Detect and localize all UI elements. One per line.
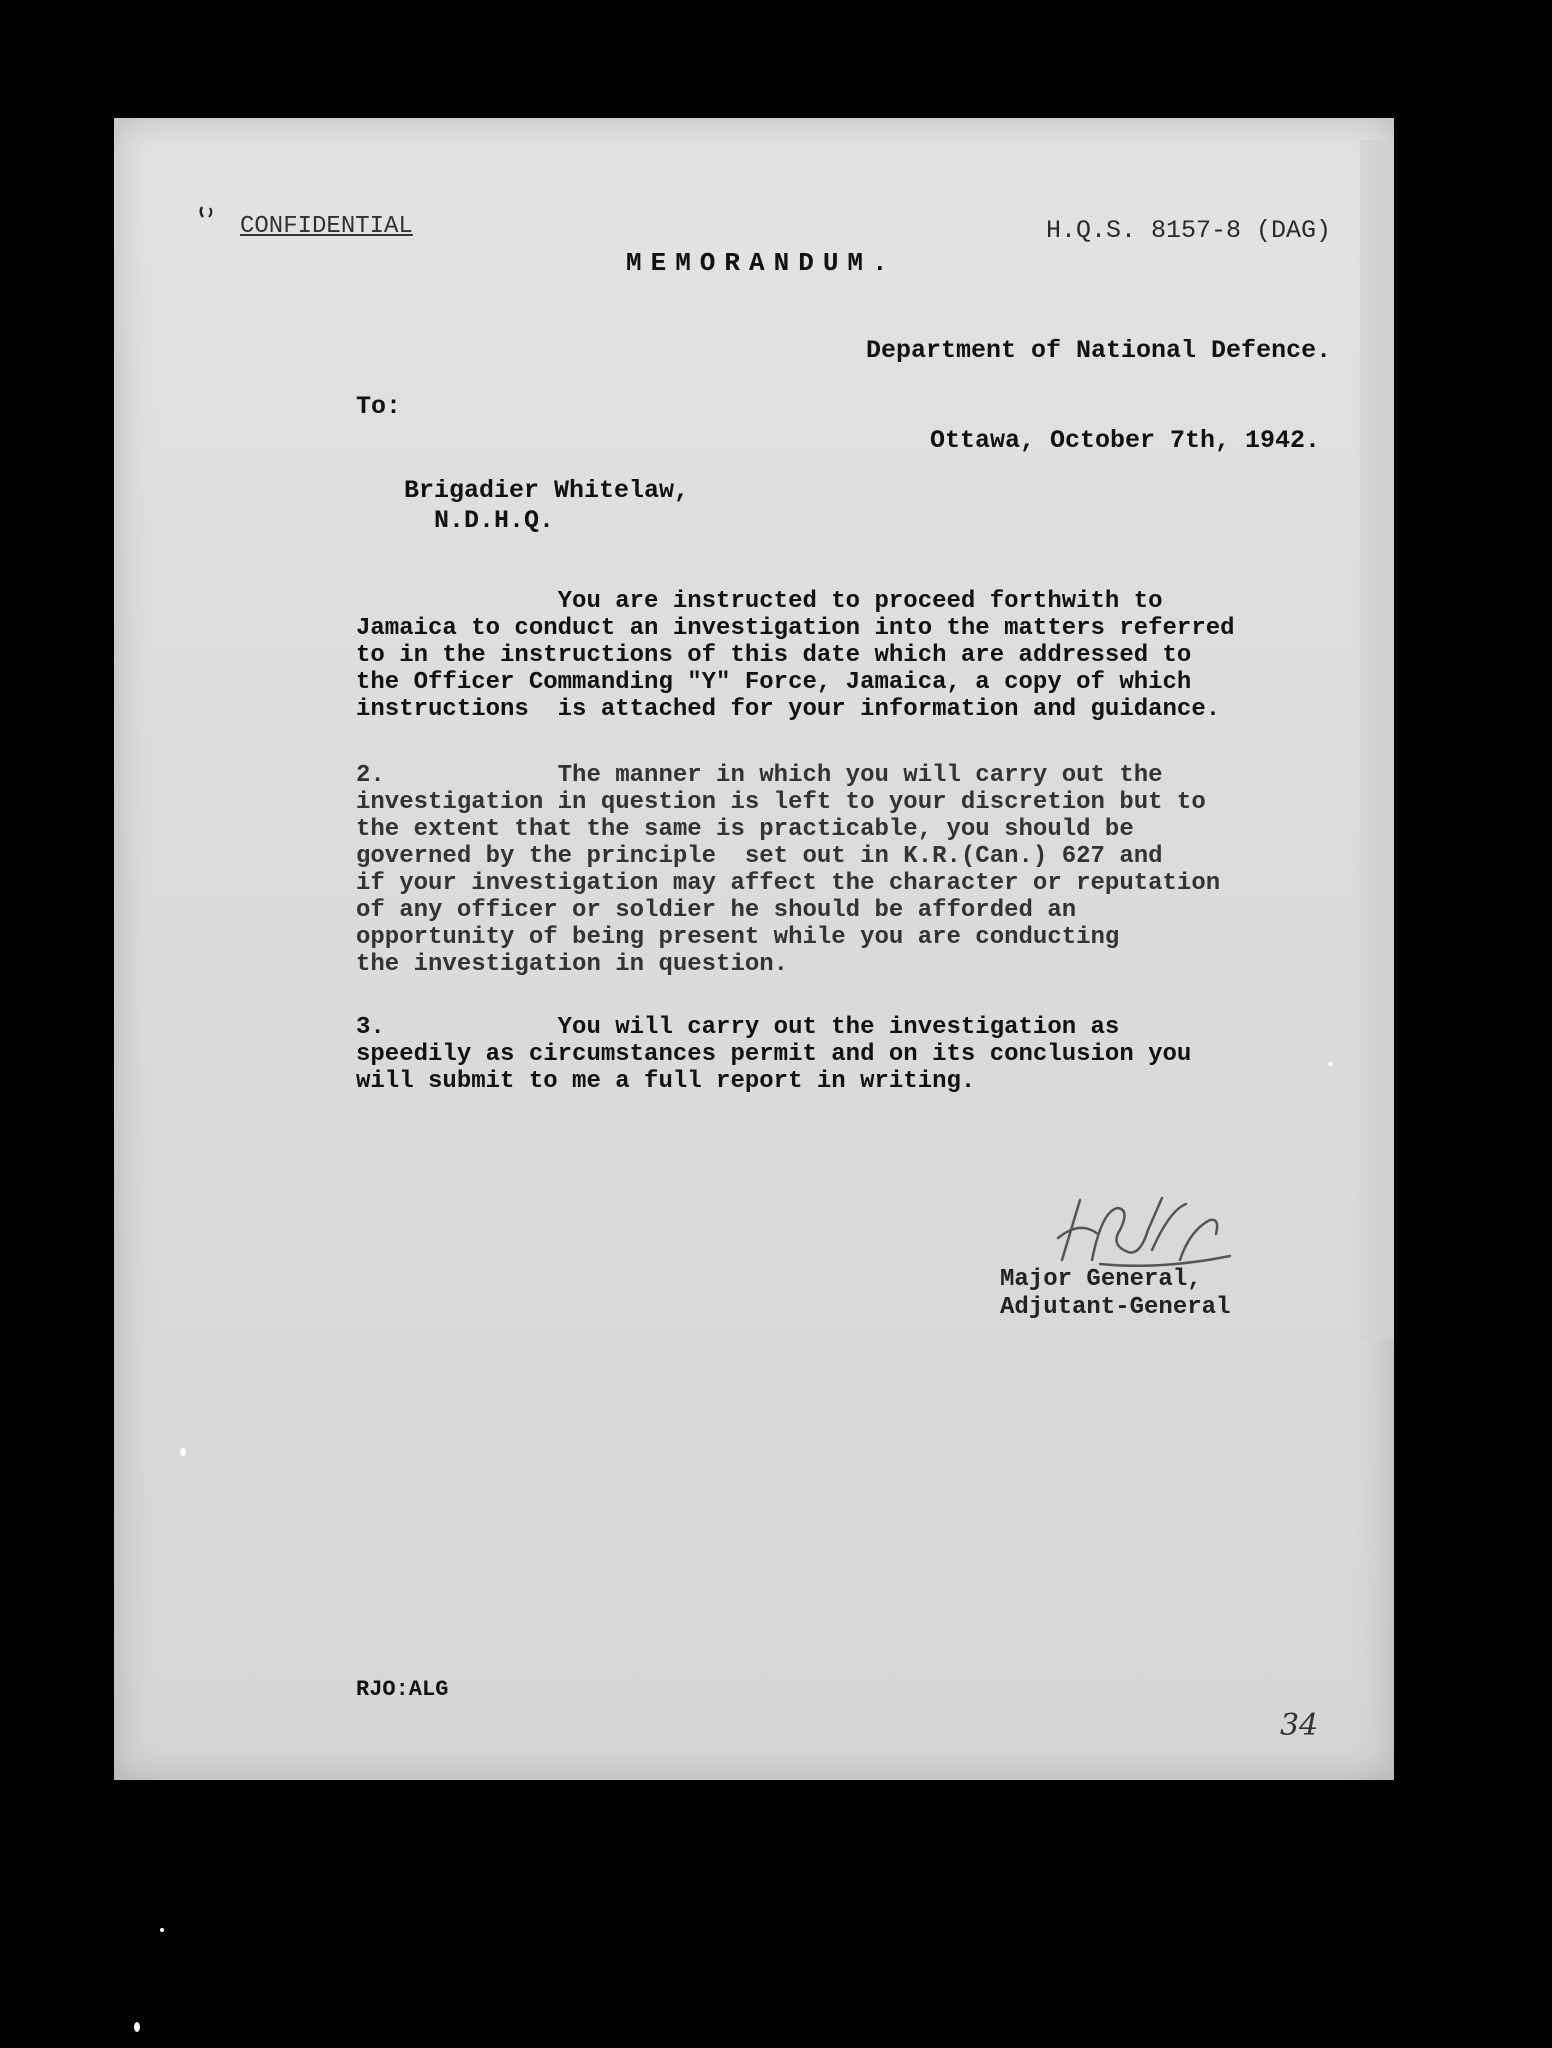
- department-name: Department of National Defence.: [866, 336, 1332, 365]
- punch-hole-mark: [198, 204, 216, 220]
- signatory-appointment: Adjutant-General: [1000, 1294, 1231, 1321]
- place-date: Ottawa, October 7th, 1942.: [930, 426, 1321, 455]
- page-edge: [1360, 140, 1394, 1340]
- reference-initials: RJO:ALG: [356, 1677, 449, 1702]
- dust-speck: [1328, 1062, 1333, 1066]
- paragraph-1: You are instructed to proceed forthwith to Jamaica to conduct an investigation into the matters referred to in the instructions of this date which are addressed to the Officer Commanding "Y" Force, Jamaica, a copy of which instructions is attached for your information and guidance.: [356, 588, 1235, 723]
- dust-speck: [160, 1928, 164, 1932]
- recipient-organization: N.D.H.Q.: [434, 506, 555, 535]
- paragraph-2: 2. The manner in which you will carry out the investigation in question is left to your discretion but to the extent that the same is practicable, you should be governed by the principle set out in K.R.(Can.) 627 and if your investigation may affect the character or reputation of any officer or soldier he should be afforded an opportunity of being present while you are conducting the investigation in question.: [356, 762, 1221, 978]
- paragraph-3: 3. You will carry out the investigation as speedily as circumstances permit and on its conclusion you will submit to me a full report in writing.: [356, 1014, 1192, 1095]
- to-label: To:: [356, 392, 402, 421]
- signatory-rank: Major General,: [1000, 1266, 1202, 1293]
- document-title: MEMORANDUM.: [626, 248, 897, 278]
- classification-label: CONFIDENTIAL: [240, 213, 413, 240]
- file-reference: H.Q.S. 8157-8 (DAG): [1046, 216, 1332, 245]
- page-number: 34: [1280, 1708, 1319, 1743]
- dust-speck: [134, 2022, 140, 2032]
- recipient-name: Brigadier Whitelaw,: [404, 476, 690, 505]
- dust-speck: [180, 1448, 186, 1456]
